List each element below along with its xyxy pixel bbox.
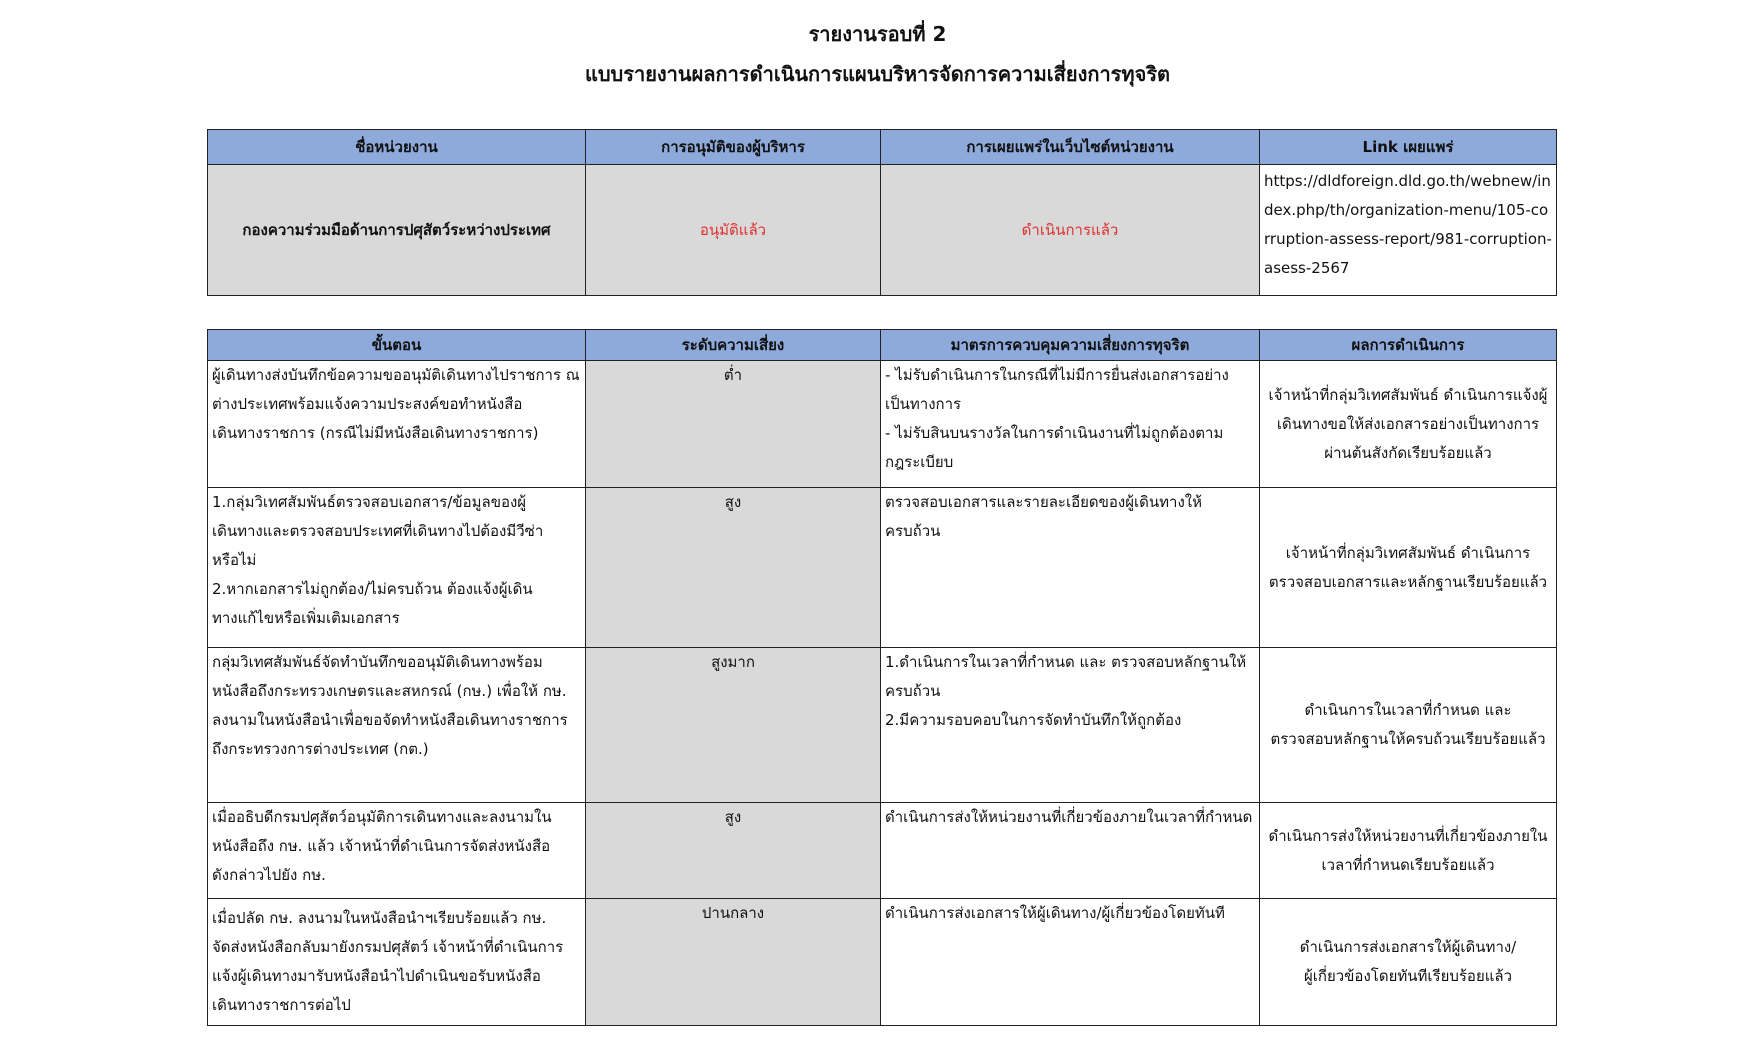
- approval-status-cell: อนุมัติแล้ว: [586, 165, 881, 296]
- result-cell: เจ้าหน้าที่กลุ่มวิเทศสัมพันธ์ ดำเนินการแจ้งผู้ เดินทางขอให้ส่งเอกสารอย่างเป็นทางการ ผ่านต้นสังกัดเรียบร้อยแล้ว: [1260, 361, 1557, 488]
- measure-cell: - ไม่รับดำเนินการในกรณีที่ไม่มีการยื่นส่งเอกสารอย่าง เป็นทางการ - ไม่รับสินบนรางวัลในการดำเนินงานที่ไม่ถูกต้องตาม กฎระเบียบ: [881, 361, 1260, 488]
- header-executive-approval: การอนุมัติของผู้บริหาร: [586, 130, 881, 165]
- risk-header-row: [208, 330, 1557, 361]
- header-unit-name: ชื่อหน่วยงาน: [208, 130, 586, 165]
- measure-cell: ดำเนินการส่งให้หน่วยงานที่เกี่ยวข้องภายในเวลาที่กำหนด: [881, 803, 1260, 899]
- step-cell: เมื่ออธิบดีกรมปศุสัตว์อนุมัติการเดินทางและลงนามใน หนังสือถึง กษ. แล้ว เจ้าหน้าที่ดำเนินการจัดส่งหนังสือ ดังกล่าวไปยัง กษ.: [208, 803, 586, 899]
- risk-row: [208, 648, 1557, 803]
- risk-row: [208, 899, 1557, 1026]
- unit-info-row: [208, 165, 1557, 296]
- header-publish-link: Link เผยแพร่: [1260, 130, 1557, 165]
- header-result: ผลการดำเนินการ: [1260, 330, 1557, 361]
- header-step: ขั้นตอน: [208, 330, 586, 361]
- result-cell: เจ้าหน้าที่กลุ่มวิเทศสัมพันธ์ ดำเนินการ ตรวจสอบเอกสารและหลักฐานเรียบร้อยแล้ว: [1260, 488, 1557, 648]
- result-cell: ดำเนินการส่งให้หน่วยงานที่เกี่ยวข้องภายใน เวลาที่กำหนดเรียบร้อยแล้ว: [1260, 803, 1557, 899]
- risk-level-cell: สูงมาก: [586, 648, 881, 803]
- header-control-measure: มาตรการควบคุมความเสี่ยงการทุจริต: [881, 330, 1260, 361]
- header-website-publish: การเผยแพร่ในเว็บไซต์หน่วยงาน: [881, 130, 1260, 165]
- risk-row: [208, 803, 1557, 899]
- unit-info-table: [207, 129, 1557, 296]
- risk-control-table: [207, 329, 1557, 1026]
- measure-cell: 1.ดำเนินการในเวลาที่กำหนด และ ตรวจสอบหลักฐานให้ ครบถ้วน 2.มีความรอบคอบในการจัดทำบันทึกให้ถูกต้อง: [881, 648, 1260, 803]
- publish-link-cell[interactable]: https://dldforeign.dld.go.th/webnew/index.php/th/organization-menu/105-corruption-assess-report/981-corruption-asess-2567: [1260, 165, 1557, 296]
- measure-cell: ตรวจสอบเอกสารและรายละเอียดของผู้เดินทางให้ ครบถ้วน: [881, 488, 1260, 648]
- header-risk-level: ระดับความเสี่ยง: [586, 330, 881, 361]
- risk-row: [208, 488, 1557, 648]
- risk-row: [208, 361, 1557, 488]
- unit-name-cell: กองความร่วมมือด้านการปศุสัตว์ระหว่างประเทศ: [208, 165, 586, 296]
- result-cell: ดำเนินการส่งเอกสารให้ผู้เดินทาง/ ผู้เกี่ยวข้องโดยทันทีเรียบร้อยแล้ว: [1260, 899, 1557, 1026]
- step-cell: 1.กลุ่มวิเทศสัมพันธ์ตรวจสอบเอกสาร/ข้อมูลของผู้ เดินทางและตรวจสอบประเทศที่เดินทางไปต้องมีวีซ่า หรือไม่ 2.หากเอกสารไม่ถูกต้อง/ไม่ครบถ้วน ต้องแจ้งผู้เดิน ทางแก้ไขหรือเพิ่มเติมเอกสาร: [208, 488, 586, 648]
- result-cell: ดำเนินการในเวลาที่กำหนด และ ตรวจสอบหลักฐานให้ครบถ้วนเรียบร้อยแล้ว: [1260, 648, 1557, 803]
- step-cell: ผู้เดินทางส่งบันทึกข้อความขออนุมัติเดินทางไปราชการ ณ ต่างประเทศพร้อมแจ้งความประสงค์ขอทำหนังสือ เดินทางราชการ (กรณีไม่มีหนังสือเดินทางราชการ): [208, 361, 586, 488]
- report-form-title: แบบรายงานผลการดำเนินการแผนบริหารจัดการความเสี่ยงการทุจริต: [584, 62, 1171, 86]
- step-cell: เมื่อปลัด กษ. ลงนามในหนังสือนำฯเรียบร้อยแล้ว กษ. จัดส่งหนังสือกลับมายังกรมปศุสัตว์ เจ้าหน้าที่ดำเนินการ แจ้งผู้เดินทางมารับหนังสือนำไปดำเนินขอรับหนังสือ เดินทางราชการต่อไป: [208, 899, 586, 1026]
- measure-cell: ดำเนินการส่งเอกสารให้ผู้เดินทาง/ผู้เกี่ยวข้องโดยทันที: [881, 899, 1260, 1026]
- risk-level-cell: ปานกลาง: [586, 899, 881, 1026]
- risk-level-cell: ต่ำ: [586, 361, 881, 488]
- risk-level-cell: สูง: [586, 488, 881, 648]
- publish-status-cell: ดำเนินการแล้ว: [881, 165, 1260, 296]
- unit-info-header-row: [208, 130, 1557, 165]
- risk-level-cell: สูง: [586, 803, 881, 899]
- report-round-title: รายงานรอบที่ 2: [808, 22, 947, 46]
- step-cell: กลุ่มวิเทศสัมพันธ์จัดทำบันทึกขออนุมัติเดินทางพร้อม หนังสือถึงกระทรวงเกษตรและสหกรณ์ (กษ.) เพื่อให้ กษ. ลงนามในหนังสือนำเพื่อขอจัดทำหนังสือเดินทางราชการ ถึงกระทรวงการต่างประเทศ (กต.): [208, 648, 586, 803]
